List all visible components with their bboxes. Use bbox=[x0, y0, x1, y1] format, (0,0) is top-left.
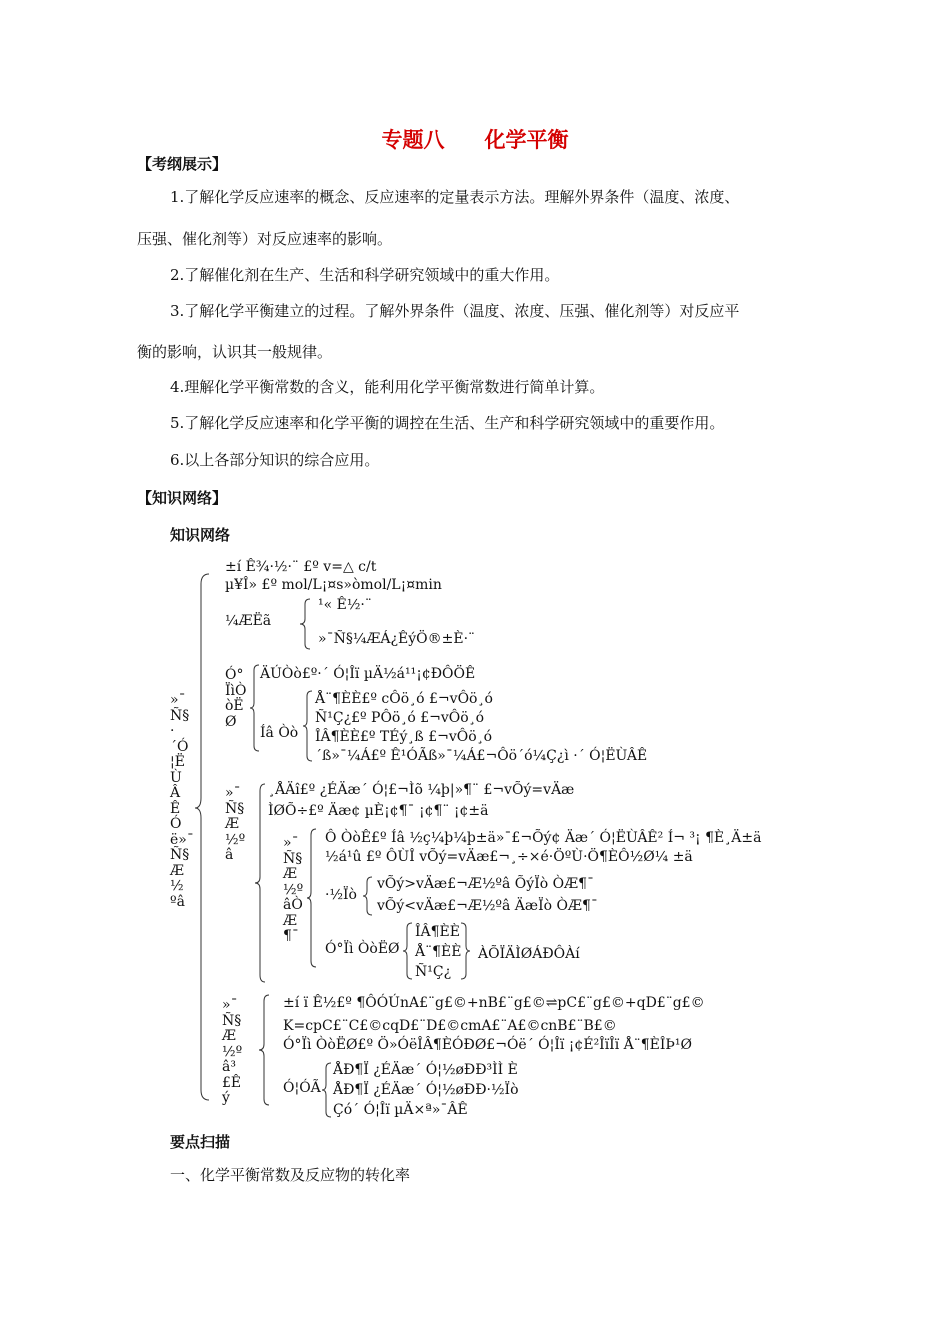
brace-rate-outer bbox=[303, 690, 315, 762]
influence-temperature: ÎÂ¶ÈÈ bbox=[415, 924, 460, 940]
brace-rate-calc bbox=[300, 598, 314, 650]
brace-influence-right bbox=[458, 922, 470, 980]
rate-factor-inner: ÄÚÒò£º·´ Ó¦Îï µÄ½á¹¹¡¢ÐÔÖÊ bbox=[260, 666, 476, 682]
outline-item: 5.了解化学反应速率和化学平衡的调控在生活、生产和科学研究领域中的重要作用。 bbox=[170, 414, 725, 432]
rate-factor-pressure: Ñ¹Ç¿£º PÔö¸ó £¬vÔö¸ó bbox=[315, 710, 485, 726]
rate-calc-ratio: »¯Ñ§¼ÆÁ¿ÊýÖ®±È·¨ bbox=[318, 631, 476, 647]
outline-item: 3.了解化学平衡建立的过程。了解外界条件（温度、浓度、压强、催化剂等）对反应平 bbox=[170, 302, 740, 320]
diagram-root-label: »¯Ñ§·´Ó¦ËÙÂÊÓë»¯Ñ§Æ½ºâ bbox=[170, 692, 194, 910]
rate-factor-temperature: ÎÂ¶ÈÈ£º TÉý¸ß £¬vÔö¸ó bbox=[315, 729, 493, 745]
outline-item: 2.了解催化剂在生产、生活和科学研究领域中的重大作用。 bbox=[170, 266, 560, 284]
shift-direction-label: ·½Ïò bbox=[325, 887, 357, 903]
shift-cause: Ô ÒòÊ£º Íâ ½ç¼þ¼þ±ä»¯£¬Õý¢ Äæ´ Ó¦ËÙÂÊ² Í¬ ³¡ ¶È¸Ä±ä bbox=[325, 830, 762, 846]
title-subject: 化学平衡 bbox=[484, 128, 569, 152]
influence-pressure: Ñ¹Ç¿ bbox=[415, 964, 452, 980]
outline-item: 4.理解化学平衡常数的含义，能利用化学平衡常数进行简单计算。 bbox=[170, 378, 605, 396]
application-extent: ÅÐ¶Ï ¿ÉÄæ´ Ó¦½øÐÐ³ÌÌ È bbox=[333, 1062, 518, 1078]
direction-forward: vÕý>vÄæ£¬Æ½ºâ ÕýÏò ÒÆ¶¯ bbox=[377, 876, 594, 892]
application-conversion: Çó´ Ó¦Îï µÄ×ª»¯ÂÊ bbox=[333, 1102, 468, 1118]
influence-concentration: Å¨¶ÈÈ bbox=[415, 944, 462, 960]
brace-influence bbox=[403, 922, 415, 980]
equilibrium-concept: ¸ÅÄî£º ¿ÉÄæ´ Ó¦£¬Ìõ ¼þ|»¶¨ £¬vÕý=vÄæ bbox=[268, 782, 575, 798]
brace-shift bbox=[307, 828, 319, 968]
brace-equilibrium bbox=[255, 783, 267, 983]
rate-unit: µ¥Î» £º mol/L¡¤s»òmol/L¡¤min bbox=[225, 577, 442, 593]
equilibrium-shift-label: »¯Ñ§Æ½ºâÒÆ¶¯ bbox=[283, 835, 304, 944]
shift-result: ½á¹û £º ÔÙÎ vÕý=vÄæ£¬¸÷×é·ÖºÙ·Ö¶ÈÔ½Ø¼ ±ä bbox=[325, 849, 693, 865]
rate-expression: ±í Ê¾·½·¨ £º v=△ c/t bbox=[225, 559, 377, 575]
constant-expression-label: ±í ï Ê½£º ¶ÔÓÚnA£¨g£©+nB£¨g£©⇌pC£¨g£©+qD£¨g£© bbox=[283, 995, 705, 1011]
rate-calc-formula: ¹« Ê½·¨ bbox=[318, 597, 372, 613]
le-chatelier-principle: ÀÕÏÄÌØÁÐÔÀí bbox=[478, 946, 580, 962]
brace-root bbox=[195, 572, 215, 1102]
rate-factor-concentration: Å¨¶ÈÈ£º cÔö¸ó £¬vÔö¸ó bbox=[315, 691, 493, 707]
equilibrium-features: ÌØÕ÷£º Äæ¢ µÈ¡¢¶¯ ¡¢¶¨ ¡¢±ä bbox=[268, 803, 489, 819]
section-heading-network: 【知识网络】 bbox=[137, 489, 228, 507]
shift-influence-label: Ó°Ïì ÒòËØ bbox=[325, 941, 400, 957]
page-title bbox=[0, 124, 950, 154]
outline-item: 1.了解化学反应速率的概念、反应速率的定量表示方法。理解外界条件（温度、浓度、 bbox=[170, 188, 740, 206]
constant-application-label: Ó¦ÓÃ bbox=[283, 1080, 321, 1096]
outline-item: 衡的影响，认识其一般规律。 bbox=[137, 343, 333, 361]
rate-factor-label: Ó°ÏìÒòËØ bbox=[225, 667, 247, 730]
subheading-knowledge-network: 知识网络 bbox=[170, 526, 231, 544]
direction-reverse: vÕý<vÄæ£¬Æ½ºâ ÄæÏò ÒÆ¶¯ bbox=[377, 898, 598, 914]
brace-constant bbox=[259, 994, 271, 1106]
title-topic: 专题八 bbox=[381, 128, 445, 152]
constant-influence: Ó°Ïì ÒòËØ£º Ö»ÓëÎÂ¶ÈÓÐØ£¬Óë´ Ó¦Îï ¡¢É²ÎïÎï Å¨¶ÈÎÞ¹Ø bbox=[283, 1037, 692, 1053]
rate-calc-label: ¼ÆËã bbox=[225, 613, 272, 629]
subheading-key-points: 要点扫描 bbox=[170, 1133, 231, 1151]
section-heading-outline: 【考纲展示】 bbox=[137, 155, 228, 173]
rate-factor-outer-label: Íâ Òò bbox=[260, 725, 299, 741]
equilibrium-constant-label: »¯Ñ§Æ½ºâ³£Êý bbox=[222, 997, 243, 1106]
outline-item: 压强、催化剂等）对反应速率的影响。 bbox=[137, 230, 393, 248]
rate-factor-catalyst: ´ß»¯¼Á£º Ê¹ÓÃß»¯¼Á£¬Ôö´ó¼Ç¿ì ·´ Ó¦ËÙÂÊ bbox=[315, 748, 648, 764]
key-point-heading: 一、化学平衡常数及反应物的转化率 bbox=[170, 1166, 411, 1184]
brace-direction bbox=[363, 876, 375, 916]
equilibrium-label: »¯Ñ§Æ½ºâ bbox=[225, 785, 246, 863]
outline-item: 6.以上各部分知识的综合应用。 bbox=[170, 451, 380, 469]
constant-formula: K=cpC£¨C£©cqD£¨D£©cmA£¨A£©cnB£¨B£© bbox=[283, 1018, 617, 1034]
application-direction: ÅÐ¶Ï ¿ÉÄæ´ Ó¦½øÐÐ·½Ïò bbox=[333, 1082, 519, 1098]
